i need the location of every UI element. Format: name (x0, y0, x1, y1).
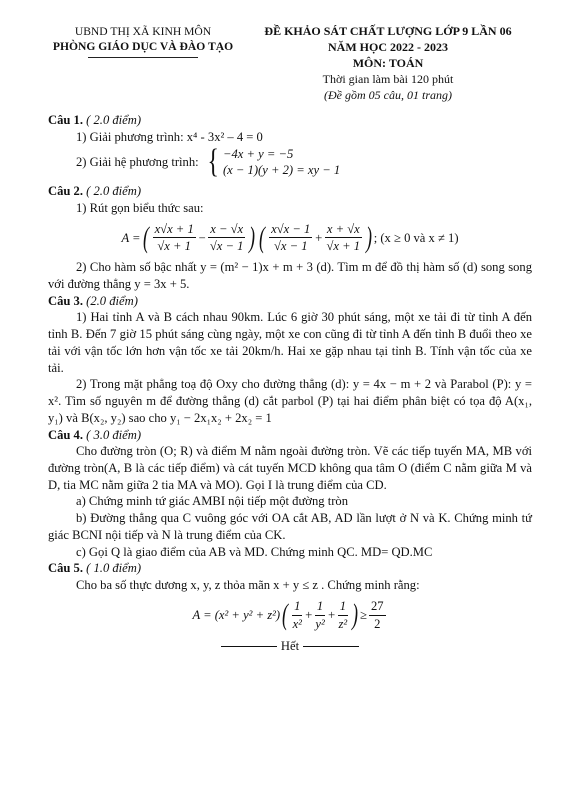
question-2-points: ( 2.0 điểm) (86, 184, 142, 199)
question-2-title: Câu 2. (48, 184, 83, 199)
question-4-heading (48, 427, 532, 444)
fraction-1: $\frac{x√x + 1}{√x + 1}$ (154, 221, 194, 254)
question-4-intro: Cho đường tròn (O; R) và điểm M nằm ngoài đường tròn. Vẽ các tiếp tuyến MA, MB với đường tròn(A, B là các tiếp điểm) và cát tuyến MCD không qua tâm O (điểm C nằm giữa M và D, tia MC nằm giữa 2 tia MA và MO). Gọi I là trung điểm của CD. (48, 444, 532, 492)
fraction-2: $\frac{x - √x}{√x - 1}$ (209, 221, 244, 254)
question-3-part-2: 2) Trong mặt phẳng toạ độ Oxy cho đường thẳng (d): y = 4x − m + 2 và Parabol (P): y = x². Tìm số nguyên m để đường thẳng (d) cắt parbol (P) tại hai điểm phân biệt có tọa độ A(x₁, y₁) và B(x₂, y₂) sao cho y₁ − 2x₁x₂ + 2x₂ = 1 (48, 377, 532, 425)
expression-a-lhs: A = (121, 230, 141, 245)
question-2-part-2: 2) Cho hàm số bậc nhất y = (m² − 1)x + m + 3 (d). Tìm m để đồ thị hàm số (d) song song với đường thẳng y = 3x + 5. (48, 260, 532, 291)
question-5-intro: Cho ba số thực dương x, y, z thỏa mãn x + y ≤ z . Chứng minh rằng: (76, 578, 420, 593)
system-equation-1: −4x + y = −5 (222, 146, 294, 161)
brace-symbol: { (207, 143, 219, 181)
time-limit: Thời gian làm bài 120 phút (322, 71, 454, 86)
question-5-points: ( 1.0 điểm) (86, 561, 142, 576)
question-4-points: ( 3.0 điểm) (86, 427, 142, 442)
question-4 (48, 427, 532, 561)
question-2 (48, 183, 532, 292)
question-3-points: (2.0 điểm) (86, 293, 138, 308)
document-header (48, 24, 532, 104)
question-1-part-2 (48, 145, 532, 179)
school-year: NĂM HỌC 2022 - 2023 (328, 39, 448, 54)
question-3 (48, 293, 532, 427)
term-2: $\frac{1}{\text{y²}}$ (315, 598, 325, 631)
subject: MÔN: TOÁN (352, 55, 424, 70)
question-3-heading (48, 293, 532, 310)
expression-a: A = ( $\frac{x√x + 1}{√x + 1}$ − $\frac{x - √x}{√x - 1}$ ) ( $\frac{x√x - 1}{√x - 1}$ + $\frac{x + √x}{√x + 1}$ ) ; (x ≥ 0 và x ≠ 1) (121, 220, 459, 254)
question-1-part-2-label: 2) Giải hệ phương trình: (76, 154, 199, 169)
system-equation-2: (x − 1)(y + 2) = xy − 1 (222, 163, 341, 178)
question-5 (48, 560, 532, 632)
question-1-heading (48, 112, 532, 129)
issuer-line-1: UBND THỊ XÃ KINH MÔN (74, 25, 212, 38)
question-3-part-1: 1) Hai tỉnh A và B cách nhau 90km. Lúc 6 giờ 30 phút sáng, một xe tải đi từ tỉnh A đến tỉnh B. Đến 7 giờ 15 phút sáng cùng ngày, một xe con cũng đi từ tỉnh A đến tỉnh B đuổi theo xe tải với vận tốc lớn hơn vận tốc xe tải 20km/h. Hai xe gặp nhau tại tỉnh B. Tính vận tốc của xe tải. (48, 310, 532, 375)
equation-system (205, 145, 341, 179)
exam-title: ĐỀ KHẢO SÁT CHẤT LƯỢNG LỚP 9 LẦN 06 (264, 24, 512, 38)
fraction-4: $\frac{x + √x}{√x + 1}$ (326, 221, 361, 254)
end-text: Hết (280, 639, 300, 654)
question-5-title: Câu 5. (48, 561, 83, 576)
issuer-block (48, 24, 238, 104)
inequality-operator: ≥ (360, 607, 367, 622)
term-1: $\frac{1}{\text{x²}}$ (292, 598, 302, 631)
fraction-3: $\frac{x√x - 1}{√x - 1}$ (271, 221, 311, 254)
expression-a-condition: ; (x ≥ 0 và x ≠ 1) (373, 230, 459, 245)
question-1 (48, 112, 532, 179)
rhs-fraction: $\frac{27}{2}$ (370, 598, 384, 631)
issuer-line-2: PHÒNG GIÁO DỤC VÀ ĐÀO TẠO (52, 40, 234, 54)
inequality: A = (x² + y² + z²) ( $\frac{1}{\text{x²}}$ + $\frac{1}{\text{y²}}$ + $\frac{1}{\text{z²}}$ ) ≥ $\frac{27}{2}$ (192, 598, 384, 632)
question-3-title: Câu 3. (48, 293, 83, 308)
exam-title-block (238, 24, 538, 104)
end-marker (48, 638, 532, 655)
question-4-title: Câu 4. (48, 427, 83, 442)
inequality-lhs: A = (x² + y² + z²) (192, 607, 281, 622)
question-5-heading (48, 560, 532, 577)
question-4-part-b: b) Đường thẳng qua C vuông góc với OA cắt AB, AD lần lượt ở N và K. Chứng minh tứ giác BCNI nội tiếp và N là trung điểm của CK. (48, 511, 532, 542)
question-1-part-1: 1) Giải phương trình: x⁴ - 3x² – 4 = 0 (76, 129, 263, 144)
question-4-part-c: c) Gọi Q là giao điểm của AB và MD. Chứng minh QC. MD= QD.MC (76, 544, 433, 559)
end-dash-left (221, 646, 277, 647)
question-4-part-a: a) Chứng minh tứ giác AMBI nội tiếp một đường tròn (76, 494, 348, 509)
end-dash-right (303, 646, 359, 647)
question-2-part-1: 1) Rút gọn biểu thức sau: (76, 200, 204, 215)
question-1-points: ( 2.0 điểm) (86, 112, 142, 127)
question-1-title: Câu 1. (48, 112, 83, 127)
exam-note: (Đề gồm 05 câu, 01 trang) (324, 87, 452, 102)
question-2-heading (48, 183, 532, 200)
issuer-underline (88, 57, 198, 58)
term-3: $\frac{1}{\text{z²}}$ (338, 598, 348, 631)
